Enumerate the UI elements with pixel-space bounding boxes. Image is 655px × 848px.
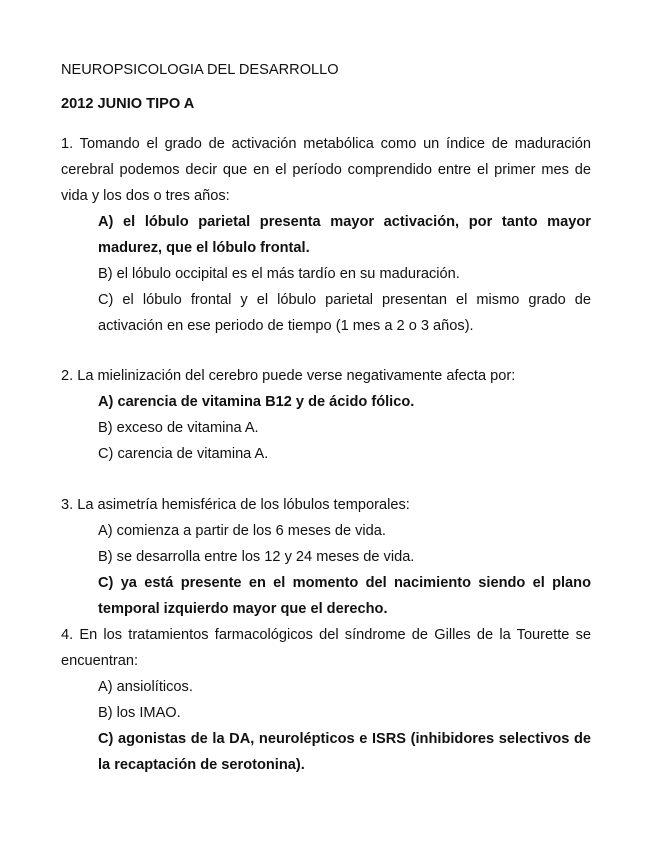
options-list (61, 389, 591, 467)
question-4 (61, 622, 591, 778)
option-c-correct: C) ya está presente en el momento del nacimiento siendo el plano temporal izquierdo mayor que el derecho. (98, 575, 591, 617)
question-stem: 2. La mielinización del cerebro puede verse negativamente afecta por: (61, 368, 516, 384)
options-list (61, 209, 591, 339)
option-a-correct: A) el lóbulo parietal presenta mayor activación, por tanto mayor madurez, que el lóbulo frontal. (98, 214, 591, 256)
option-c-correct: C) agonistas de la DA, neurolépticos e ISRS (inhibidores selectivos de la recaptación de serotonina). (98, 731, 591, 773)
option-a: A) comienza a partir de los 6 meses de vida. (98, 523, 386, 539)
option-c: C) el lóbulo frontal y el lóbulo parietal presentan el mismo grado de activación en ese periodo de tiempo (1 mes a 2 o 3 años). (98, 292, 591, 334)
option-b: B) se desarrolla entre los 12 y 24 meses de vida. (98, 549, 415, 565)
question-3 (61, 492, 591, 622)
options-list (61, 674, 591, 778)
question-2 (61, 363, 591, 467)
question-stem: 1. Tomando el grado de activación metabólica como un índice de maduración cerebral podemos decir que en el período comprendido entre el primer mes de vida y los dos o tres años: (61, 136, 591, 204)
option-c: C) carencia de vitamina A. (98, 446, 269, 462)
document-title: NEUROPSICOLOGIA DEL DESARROLLO (61, 62, 339, 78)
option-a: A) ansiolíticos. (98, 679, 193, 695)
option-b: B) el lóbulo occipital es el más tardío en su maduración. (98, 266, 460, 282)
options-list (61, 518, 591, 622)
question-stem: 4. En los tratamientos farmacológicos del síndrome de Gilles de la Tourette se encuentran: (61, 627, 591, 669)
option-a-correct: A) carencia de vitamina B12 y de ácido fólico. (98, 394, 415, 410)
option-b: B) los IMAO. (98, 705, 181, 721)
question-1 (61, 131, 591, 339)
exam-subtitle: 2012 JUNIO TIPO A (61, 96, 195, 112)
option-b: B) exceso de vitamina A. (98, 420, 259, 436)
question-stem: 3. La asimetría hemisférica de los lóbulos temporales: (61, 497, 410, 513)
